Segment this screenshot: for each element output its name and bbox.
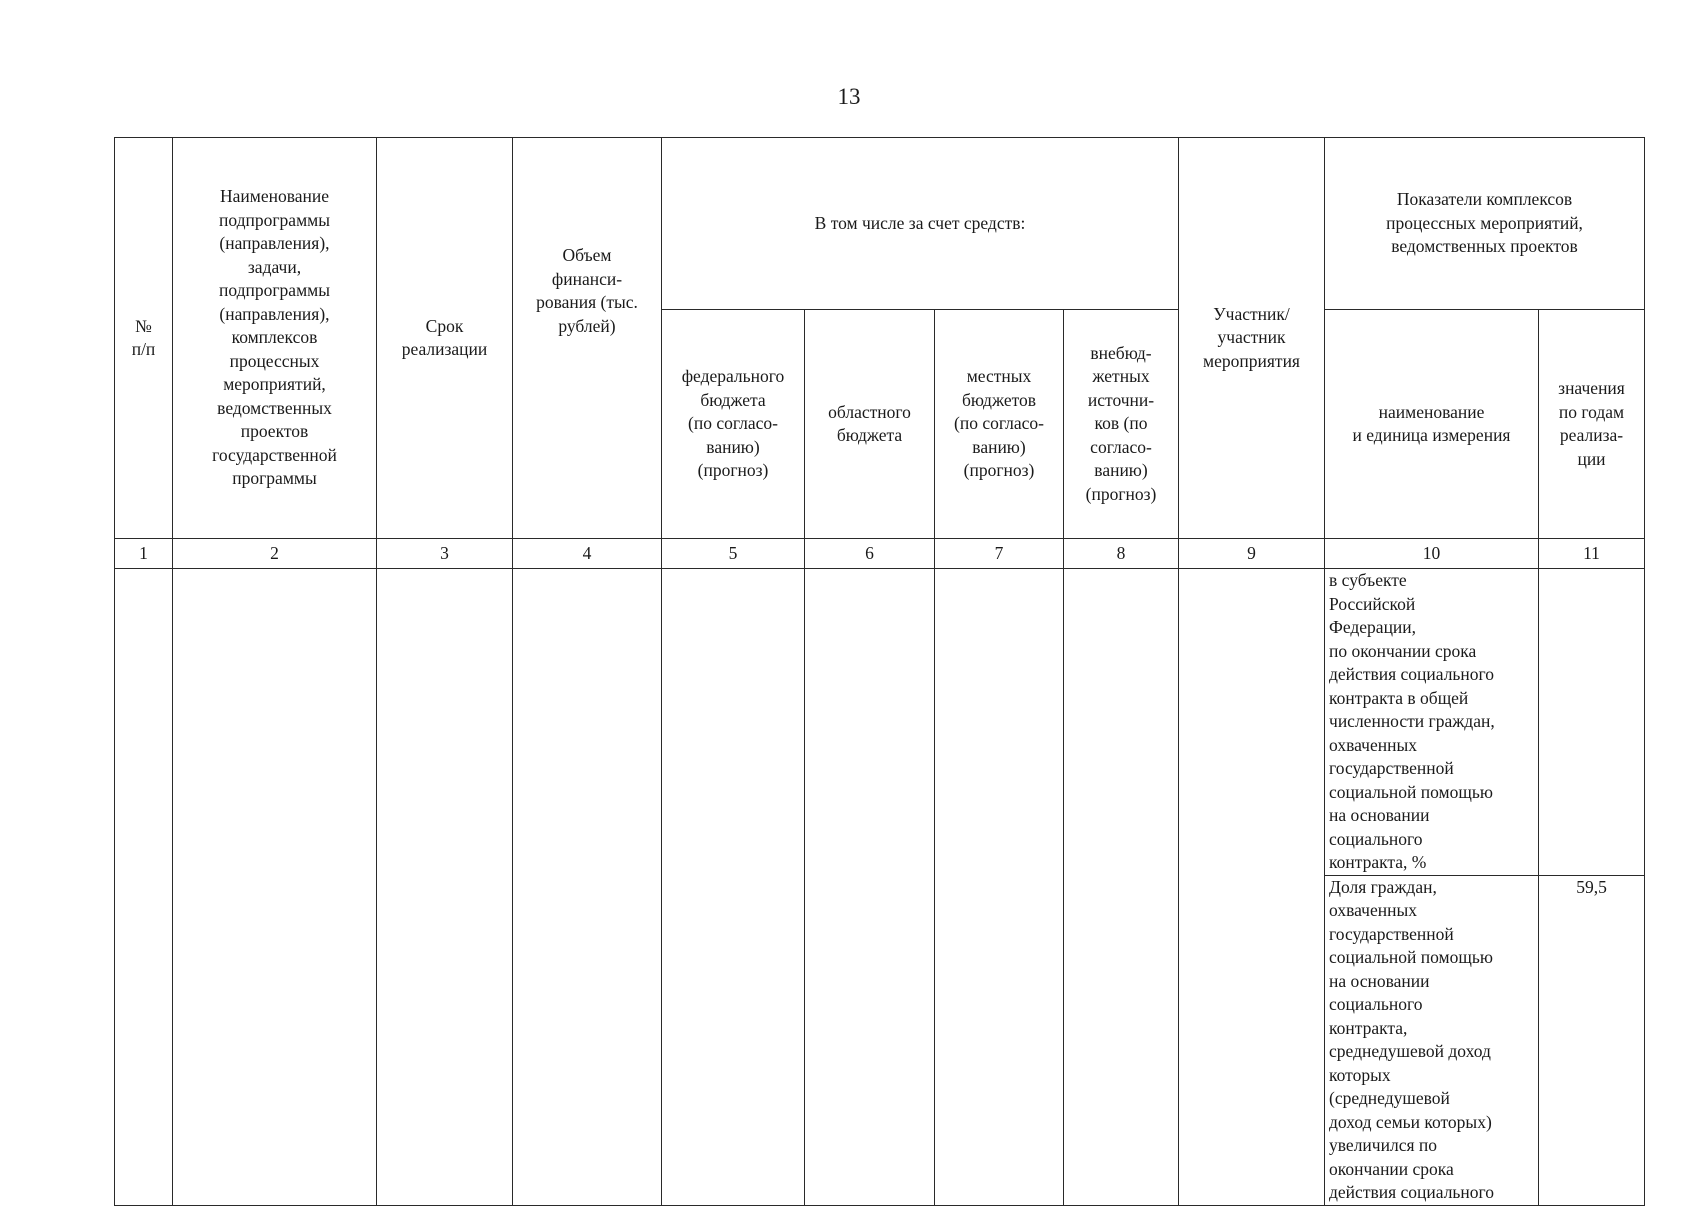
- regional-budget-cell: [805, 569, 935, 1206]
- extrabudgetary-cell: [1064, 569, 1179, 1206]
- header-federal-budget: федерального бюджета (по согласо- ванию) (прогноз): [662, 310, 805, 539]
- implementation-period-cell: [377, 569, 513, 1206]
- header-row-number: № п/п: [115, 138, 173, 539]
- column-number-row: [115, 539, 1645, 569]
- indicator-value-cell: [1539, 569, 1645, 876]
- subprogram-name-cell: [173, 569, 377, 1206]
- page-number: 13: [837, 84, 861, 109]
- header-funding-sources-group: В том числе за счет средств:: [662, 138, 1179, 310]
- column-number: 3: [377, 539, 513, 569]
- column-number: 9: [1179, 539, 1325, 569]
- column-number: 8: [1064, 539, 1179, 569]
- header-subprogram-name: Наименование подпрограммы (направления), задачи, подпрограммы (направления), комплексов процессных мероприятий, ведомственных проектов государственной программы: [173, 138, 377, 539]
- column-number: 11: [1539, 539, 1645, 569]
- header-local-budgets: местных бюджетов (по согласо- ванию) (прогноз): [935, 310, 1064, 539]
- header-implementation-period: Срок реализации: [377, 138, 513, 539]
- header-indicator-name: наименование и единица измерения: [1325, 310, 1539, 539]
- indicator-name-cell: в субъекте Российской Федерации, по окончании срока действия социального контракта в общей численности граждан, охваченных государственной социальной помощью на основании социального контракта, %: [1325, 569, 1539, 876]
- column-number: 4: [513, 539, 662, 569]
- header-extrabudgetary-sources: внебюд- жетных источни- ков (по согласо- ванию) (прогноз): [1064, 310, 1179, 539]
- participant-cell: [1179, 569, 1325, 1206]
- column-number: 5: [662, 539, 805, 569]
- header-indicator-values: значения по годам реализа- ции: [1539, 310, 1645, 539]
- funding-volume-cell: [513, 569, 662, 1206]
- program-table: [114, 137, 1645, 1206]
- local-budgets-cell: [935, 569, 1064, 1206]
- column-number: 2: [173, 539, 377, 569]
- row-number-cell: [115, 569, 173, 1206]
- column-number: 6: [805, 539, 935, 569]
- header-indicators-group: Показатели комплексов процессных мероприятий, ведомственных проектов: [1325, 138, 1645, 310]
- header-funding-volume: Объем финанси- рования (тыс. рублей): [513, 138, 662, 539]
- column-number: 7: [935, 539, 1064, 569]
- table-row: [115, 569, 1645, 876]
- indicator-name-cell: Доля граждан, охваченных государственной социальной помощью на основании социального контракта, среднедушевой доход которых (среднедушевой доход семьи которых) увеличился по окончании срока действия социального: [1325, 875, 1539, 1205]
- column-number: 1: [115, 539, 173, 569]
- header-participant: Участник/ участник мероприятия: [1179, 138, 1325, 539]
- federal-budget-cell: [662, 569, 805, 1206]
- header-regional-budget: областного бюджета: [805, 310, 935, 539]
- indicator-value-cell: 59,5: [1539, 875, 1645, 1205]
- column-number: 10: [1325, 539, 1539, 569]
